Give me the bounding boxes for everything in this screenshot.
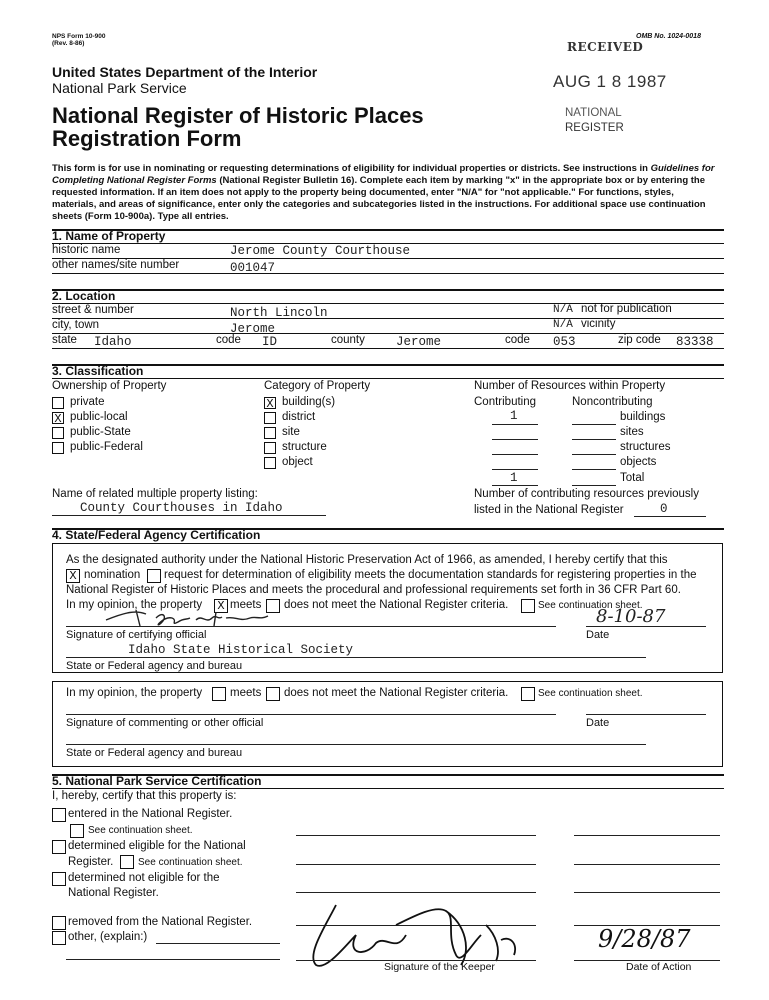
meets-label: meets: [230, 599, 262, 611]
entered-label: entered in the National Register.: [68, 808, 233, 820]
other-label: other, (explain:): [68, 931, 148, 943]
stamp-national: NATIONAL: [565, 107, 622, 119]
state-value: Idaho: [94, 335, 132, 349]
received-date: AUG 1 8 1987: [553, 72, 667, 91]
continuation-checkbox[interactable]: [521, 599, 535, 613]
street-label: street & number: [52, 304, 134, 316]
omb-number: OMB No. 1024-0018: [636, 33, 701, 40]
state-code-value: ID: [262, 335, 278, 349]
department-name: United States Department of the Interior: [52, 64, 318, 80]
determined-not-eligible-label: determined not eligible for the: [68, 872, 220, 884]
category-heading: Category of Property: [264, 380, 371, 392]
public-state-label: public-State: [70, 426, 131, 438]
county-code-value: 053: [553, 335, 576, 349]
certifying-date: 8-10-87: [596, 606, 666, 627]
contrib-total: 1: [510, 471, 518, 485]
object-checkbox[interactable]: [264, 457, 276, 469]
meets-checkbox[interactable]: X: [214, 599, 228, 613]
other-checkbox[interactable]: [52, 931, 66, 945]
noncontributing-heading: Noncontributing: [572, 396, 653, 408]
multiple-listing-label: Name of related multiple property listing:: [52, 488, 258, 500]
not-for-publication-label: not for publication: [581, 303, 672, 315]
section-5-heading: 5. National Park Service Certification: [52, 774, 262, 788]
city-label: city, town: [52, 319, 100, 331]
resource-structures-label: structures: [620, 441, 671, 453]
county-label: county: [331, 334, 365, 346]
determined-not-eligible-checkbox[interactable]: [52, 872, 66, 886]
form-revision: (Rev. 8-86): [52, 40, 85, 47]
determined-eligible-checkbox[interactable]: [52, 840, 66, 854]
county-value: Jerome: [396, 335, 442, 349]
meets-2-checkbox[interactable]: [212, 687, 226, 701]
public-local-checkbox[interactable]: X: [52, 412, 64, 424]
does-not-meet-2-label: does not meet the National Register criteria.: [284, 687, 509, 699]
contributing-heading: Contributing: [474, 396, 537, 408]
date-of-action-label: Date of Action: [626, 961, 692, 973]
structure-checkbox[interactable]: [264, 442, 276, 454]
agency-value: Idaho State Historical Society: [128, 643, 354, 657]
ownership-heading: Ownership of Property: [52, 380, 167, 392]
private-label: private: [70, 396, 105, 408]
stamp-register: REGISTER: [565, 122, 624, 134]
district-checkbox[interactable]: [264, 412, 276, 424]
see-1-checkbox[interactable]: [70, 824, 84, 838]
private-checkbox[interactable]: [52, 397, 64, 409]
street-value: North Lincoln: [230, 306, 328, 320]
removed-checkbox[interactable]: [52, 916, 66, 930]
meets-2-label: meets: [230, 687, 262, 699]
see-2-label: See continuation sheet.: [138, 857, 243, 868]
resource-buildings-label: buildings: [620, 411, 666, 423]
received-stamp: RECEIVED: [567, 40, 644, 54]
date-label: Date: [586, 629, 610, 641]
contrib-buildings: 1: [510, 409, 518, 423]
see-2-checkbox[interactable]: [120, 855, 134, 869]
request-checkbox[interactable]: [147, 569, 161, 583]
does-not-meet-2-checkbox[interactable]: [266, 687, 280, 701]
agency-2-label: State or Federal agency and bureau: [66, 747, 243, 759]
resources-heading: Number of Resources within Property: [474, 380, 666, 392]
previously-listed-label-2: listed in the National Register: [474, 504, 624, 516]
agency-label: State or Federal agency and bureau: [66, 660, 243, 672]
section-3-heading: 3. Classification: [52, 364, 144, 378]
does-not-meet-label: does not meet the National Register criteria.: [284, 599, 509, 611]
section-1-heading: 1. Name of Property: [52, 229, 166, 243]
buildings-label: building(s): [282, 396, 336, 408]
determined-eligible-label-2: Register.: [68, 856, 114, 868]
resource-objects-label: objects: [620, 456, 657, 468]
continuation-2-checkbox[interactable]: [521, 687, 535, 701]
section-2-heading: 2. Location: [52, 289, 116, 303]
continuation-2-label: See continuation sheet.: [538, 688, 643, 699]
multiple-listing-value: County Courthouses in Idaho: [80, 501, 283, 515]
date-2-label: Date: [586, 717, 610, 729]
certification-line-2: request for determination of eligibility meets the documentation standards for registering properties in the: [164, 569, 697, 581]
continuation-label: See continuation sheet.: [538, 600, 643, 611]
removed-label: removed from the National Register.: [68, 916, 253, 928]
state-code-label: code: [216, 334, 241, 346]
instructions-paragraph: This form is for use in nominating or requesting determinations of eligibility for individual properties or districts. See instructions in Guidelines for Completing National Register Forms (National Register Bulletin 16). Complete each item by marking "x" in the appropriate box or by entering the requested information. If an item does not apply to the property being documented, enter "N/A" for "not applicable." For functions, styles, materials, and areas of significance, enter only the categories and subcategories listed in the instructions. For additional space use continuation sheets (Form 10-900a). Type all entries.: [52, 163, 715, 222]
section-4-heading: 4. State/Federal Agency Certification: [52, 528, 261, 542]
other-names-label: other names/site number: [52, 259, 180, 271]
structure-label: structure: [282, 441, 327, 453]
public-federal-label: public-Federal: [70, 441, 143, 453]
keeper-signature-label: Signature of the Keeper: [384, 961, 495, 973]
historic-name-value: Jerome County Courthouse: [230, 244, 411, 258]
buildings-checkbox[interactable]: X: [264, 397, 276, 409]
certification-line-3: National Register of Historic Places and meets the procedural and professional requirements set forth in 36 CFR Part 60.: [66, 584, 681, 596]
entered-checkbox[interactable]: [52, 808, 66, 822]
public-local-label: public-local: [70, 411, 128, 423]
object-label: object: [282, 456, 313, 468]
vicinity-label: vicinity: [581, 318, 616, 330]
site-label: site: [282, 426, 300, 438]
determined-eligible-label: determined eligible for the National: [68, 840, 246, 852]
state-label: state: [52, 334, 77, 346]
site-checkbox[interactable]: [264, 427, 276, 439]
district-label: district: [282, 411, 316, 423]
opinion-2-label: In my opinion, the property: [66, 687, 203, 699]
determined-not-eligible-label-2: National Register.: [68, 887, 159, 899]
resource-sites-label: sites: [620, 426, 644, 438]
historic-name-label: historic name: [52, 244, 121, 256]
form-subtitle: Registration Form: [52, 126, 242, 151]
other-names-value: 001047: [230, 261, 276, 275]
nomination-label: nomination: [84, 569, 141, 581]
form-title: National Register of Historic Places: [52, 103, 424, 128]
see-1-label: See continuation sheet.: [88, 825, 193, 836]
signature-label: Signature of certifying official: [66, 629, 207, 641]
certification-line-1: As the designated authority under the National Historic Preservation Act of 1966, as amended, I hereby certify that this: [66, 554, 668, 566]
date-of-action-value: 9/28/87: [598, 925, 691, 953]
public-federal-checkbox[interactable]: [52, 442, 64, 454]
commenting-signature-label: Signature of commenting or other official: [66, 717, 264, 729]
nps-certify-intro: I, hereby, certify that this property is:: [52, 790, 237, 802]
zip-label: zip code: [618, 334, 661, 346]
city-na: N/A: [553, 319, 573, 331]
street-na: N/A: [553, 304, 573, 316]
service-name: National Park Service: [52, 80, 187, 96]
opinion-label: In my opinion, the property: [66, 599, 203, 611]
previously-listed-label: Number of contributing resources previously: [474, 488, 699, 500]
resource-total-label: Total: [620, 472, 645, 484]
public-state-checkbox[interactable]: [52, 427, 64, 439]
zip-value: 83338: [676, 335, 714, 349]
city-value: Jerome: [230, 322, 276, 336]
previously-listed-value: 0: [660, 502, 668, 516]
nomination-checkbox[interactable]: X: [66, 569, 80, 583]
county-code-label: code: [505, 334, 530, 346]
form-number: NPS Form 10-900: [52, 33, 106, 40]
